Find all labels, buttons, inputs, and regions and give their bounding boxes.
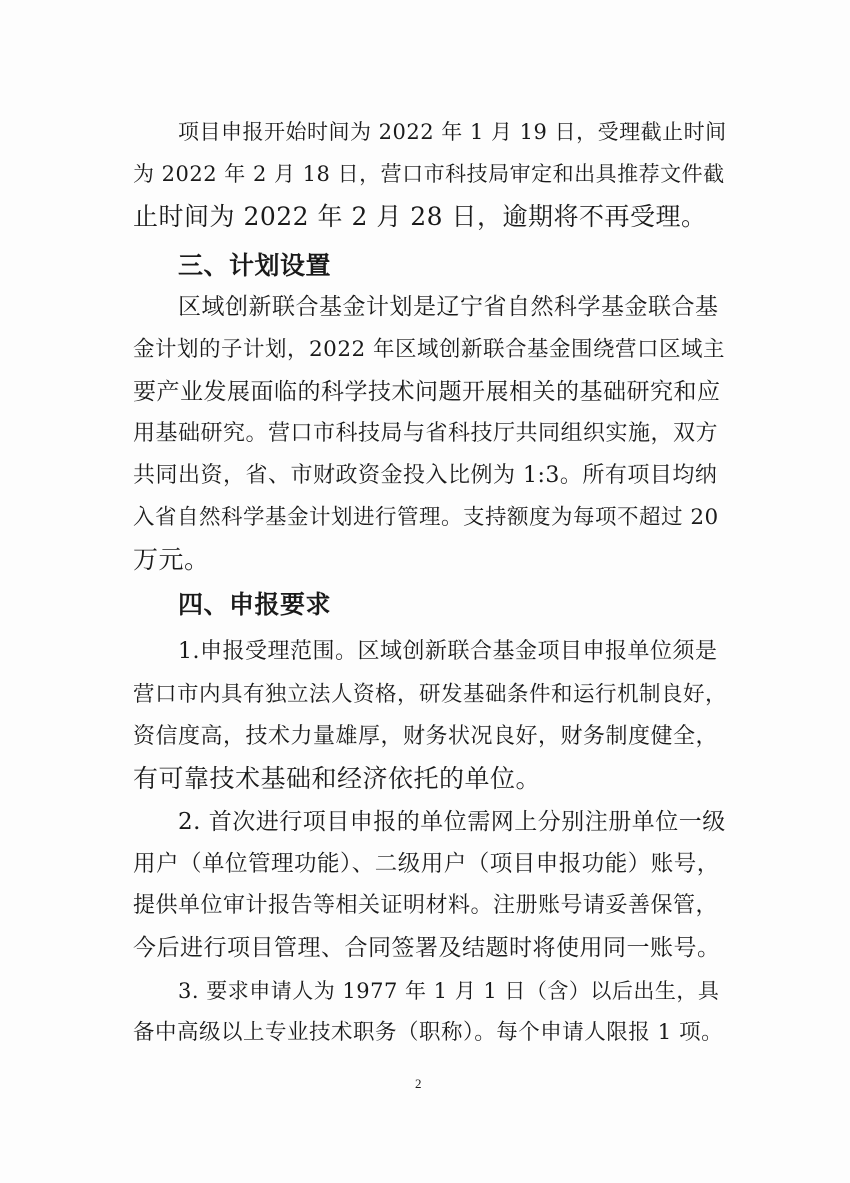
para-line: 备中高级以上专业技术职务（职称）。每个申请人限报 1 项。 bbox=[133, 1020, 724, 1045]
section-heading-3: 三、计划设置 bbox=[178, 251, 332, 280]
para-line: 金计划的子计划，2022 年区域创新联合基金围绕营口区域主 bbox=[133, 337, 726, 362]
para-line: 3. 要求申请人为 1977 年 1 月 1 日（含）以后出生，具 bbox=[178, 979, 720, 1003]
para-line: 用基础研究。营口市科技局与省科技厅共同组织实施，双方 bbox=[133, 421, 719, 446]
para-line: 资信度高，技术力量雄厚，财务状况良好，财务制度健全， bbox=[133, 724, 719, 749]
para-line: 入省自然科学基金计划进行管理。支持额度为每项不超过 20 bbox=[133, 505, 719, 530]
para-line: 区域创新联合基金计划是辽宁省自然科学基金联合基 bbox=[178, 294, 719, 320]
para-line: 共同出资，省、市财政资金投入比例为 1:3。所有项目均纳 bbox=[133, 463, 718, 488]
para-line: 2. 首次进行项目申报的单位需网上分别注册单位一级 bbox=[178, 809, 726, 835]
para-line: 万元。 bbox=[133, 545, 210, 574]
section-heading-4: 四、申报要求 bbox=[178, 590, 332, 619]
para-line: 项目申报开始时间为 2022 年 1 月 19 日，受理截止时间 bbox=[178, 120, 727, 144]
para-line: 1.申报受理范围。区域创新联合基金项目申报单位须是 bbox=[178, 639, 718, 664]
para-line: 提供单位审计报告等相关证明材料。注册账号请妥善保管， bbox=[133, 893, 719, 918]
para-line: 要产业发展面临的科学技术问题开展相关的基础研究和应 bbox=[133, 379, 721, 405]
para-line: 营口市内具有独立法人资格，研发基础条件和运行机制良好， bbox=[133, 682, 728, 707]
para-line: 为 2022 年 2 月 18 日，营口市科技局审定和出具推荐文件截 bbox=[133, 162, 725, 186]
page-number: 2 bbox=[415, 1076, 422, 1091]
para-line: 有可靠技术基础和经济依托的单位。 bbox=[133, 764, 542, 793]
para-line: 用户（单位管理功能）、二级用户（项目申报功能）账号， bbox=[133, 851, 720, 877]
para-line: 今后进行项目管理、合同签署及结题时将使用同一账号。 bbox=[133, 935, 721, 961]
para-line: 止时间为 2022 年 2 月 28 日，逾期将不再受理。 bbox=[133, 202, 707, 231]
